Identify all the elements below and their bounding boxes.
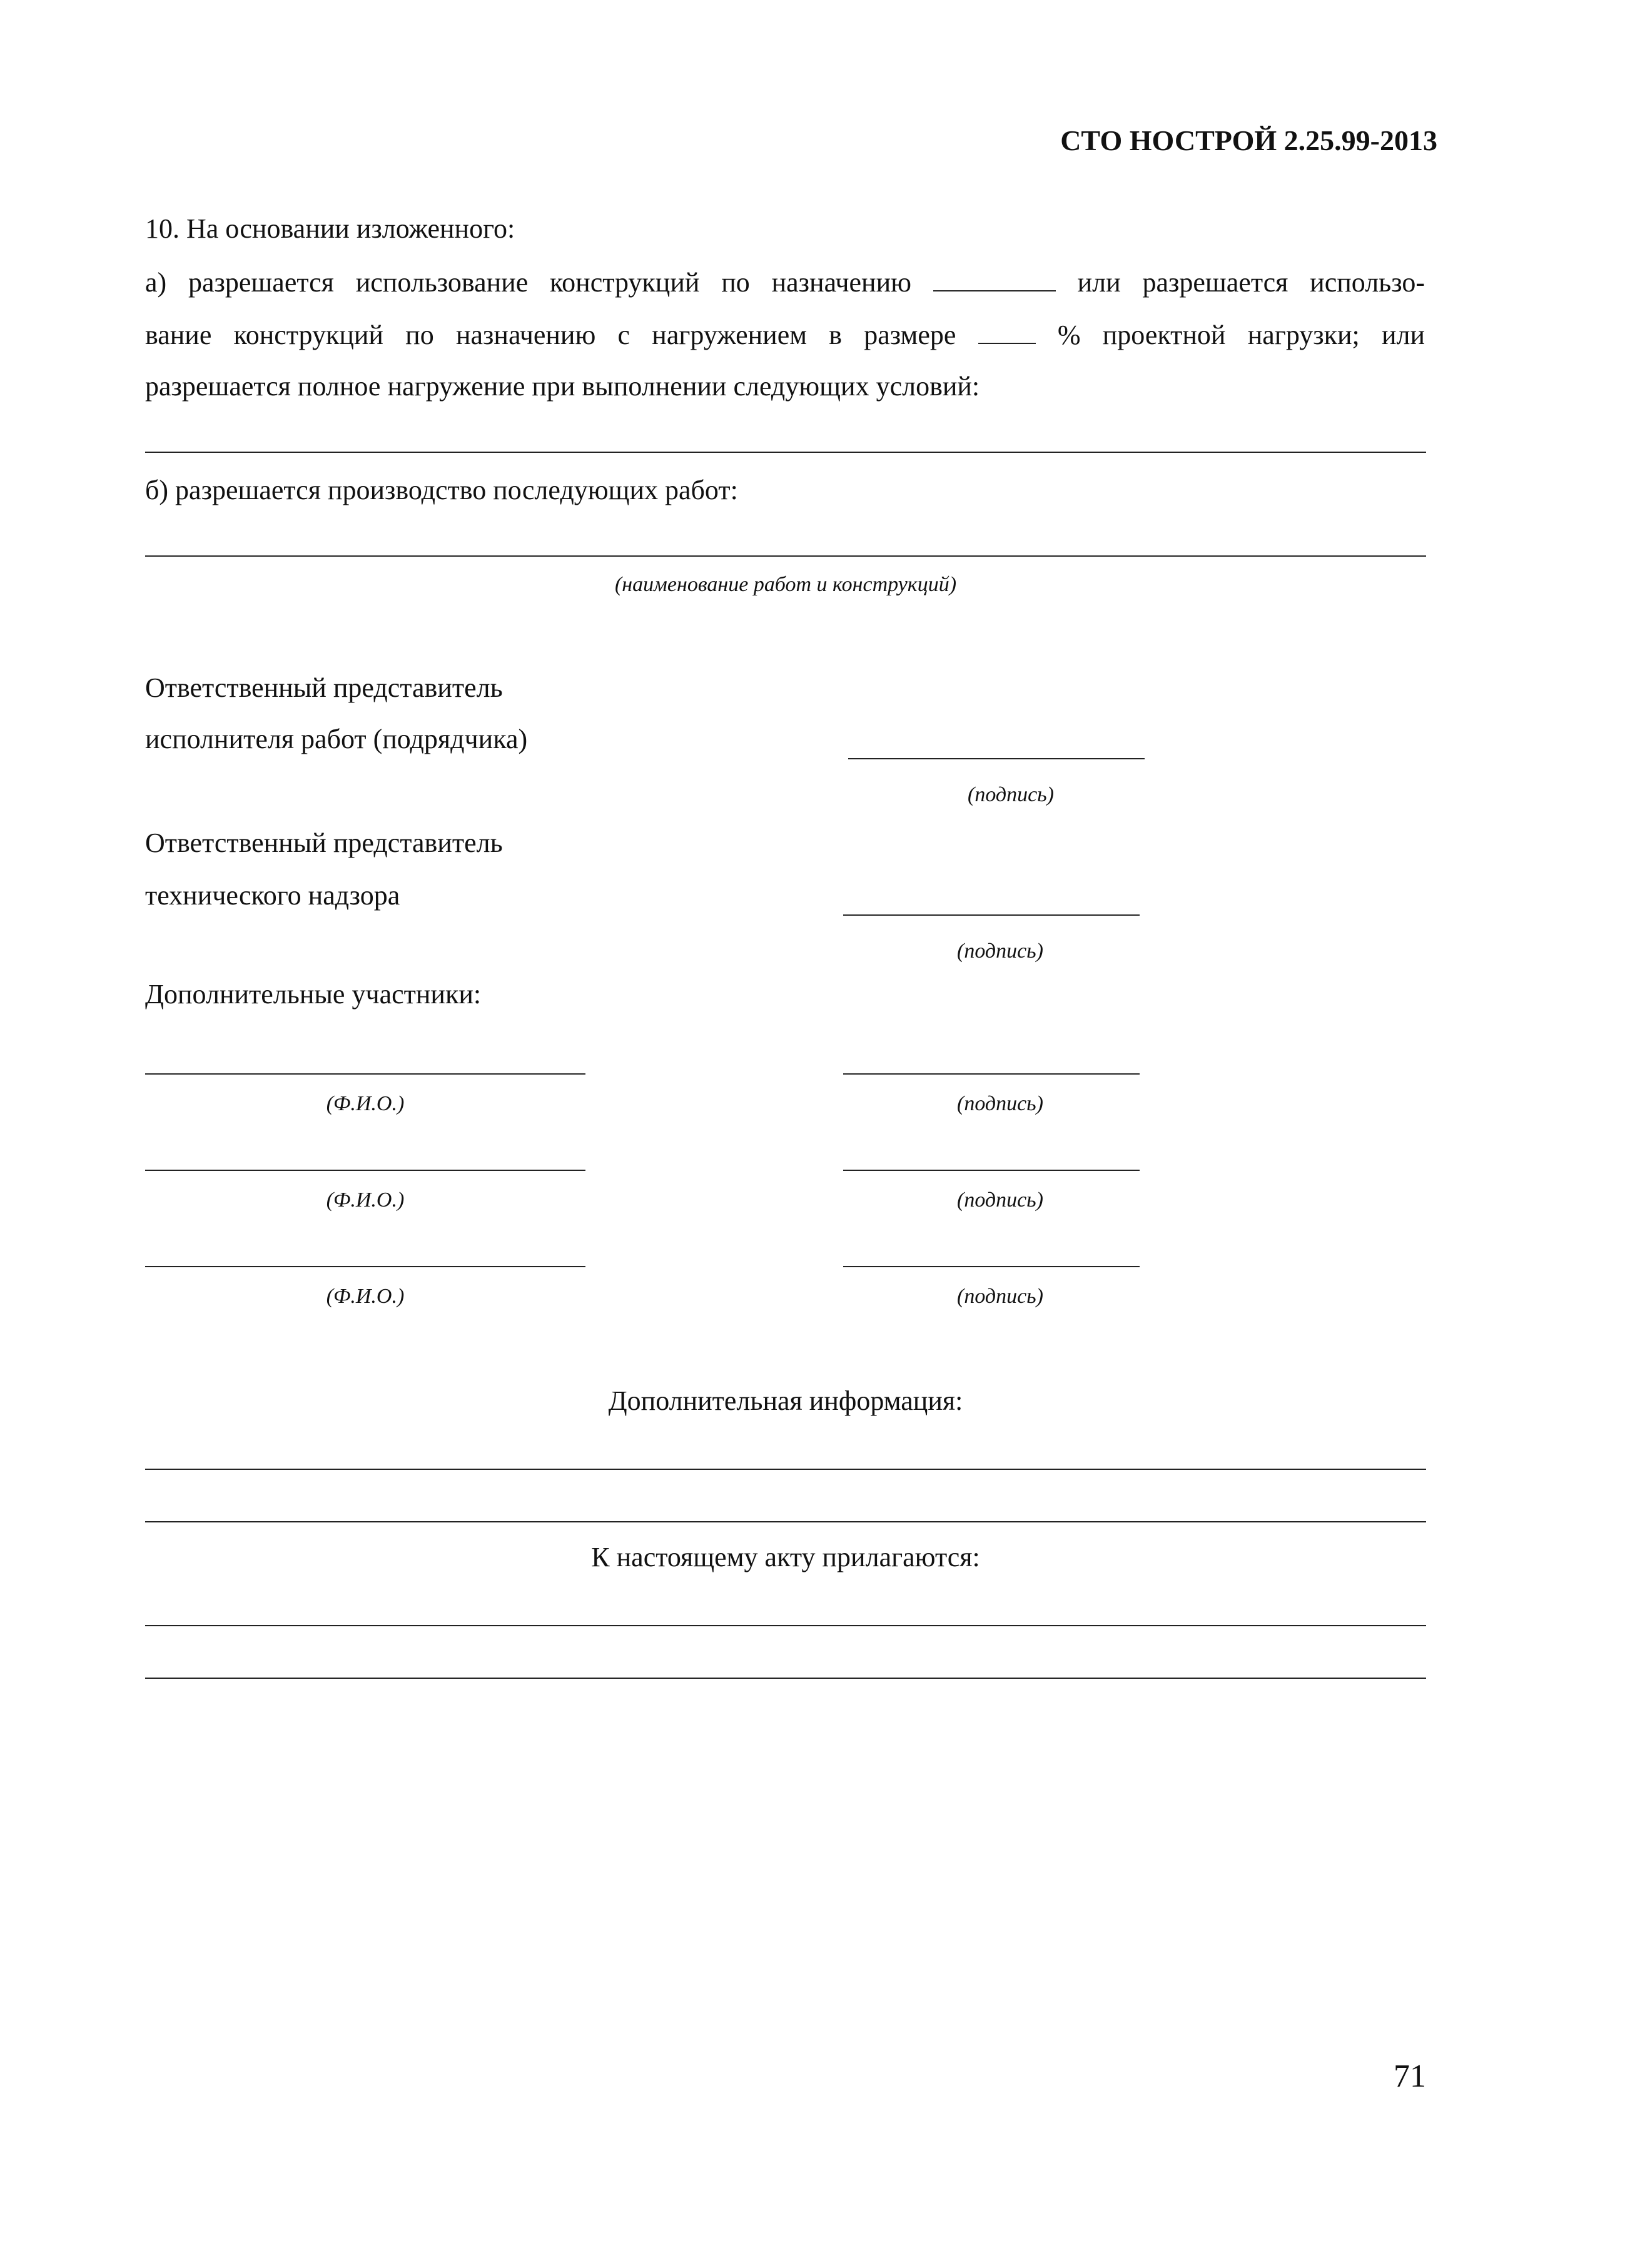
- contractor-signature-caption: (подпись): [968, 783, 1054, 806]
- additional-participants-label: Дополнительные участники:: [145, 979, 482, 1010]
- supervision-signature-caption: (подпись): [957, 939, 1043, 963]
- additional-info-line-1: [145, 1469, 1426, 1470]
- attachments-line-1: [145, 1625, 1426, 1626]
- additional-info-line-2: [145, 1521, 1426, 1522]
- contractor-label-line-2: исполнителя работ (подрядчика): [145, 724, 528, 754]
- page-number: 71: [1394, 2058, 1426, 2094]
- document-code: СТО НОСТРОЙ 2.25.99-2013: [1060, 124, 1437, 156]
- participant-3-name-caption: (Ф.И.О.): [326, 1285, 405, 1308]
- supervision-label-line-2: технического надзора: [145, 880, 400, 911]
- works-caption: (наименование работ и конструкций): [614, 573, 957, 596]
- participant-2-signature-line: [843, 1170, 1140, 1171]
- supervision-label-line-1: Ответственный представитель: [145, 828, 503, 858]
- works-line: [145, 555, 1426, 557]
- participant-1-name-line: [145, 1073, 585, 1075]
- participant-3-signature-caption: (подпись): [957, 1285, 1043, 1308]
- participant-3-signature-line: [843, 1266, 1140, 1267]
- participant-2-name-caption: (Ф.И.О.): [326, 1188, 405, 1212]
- additional-info-label: Дополнительная информация:: [608, 1385, 963, 1416]
- attachments-line-2: [145, 1678, 1426, 1679]
- clause-b-line: б) разрешается производство последующих работ:: [145, 475, 738, 505]
- participant-3-name-line: [145, 1266, 585, 1267]
- participant-1-name-caption: (Ф.И.О.): [326, 1092, 405, 1115]
- conditions-line: [145, 452, 1426, 453]
- participant-2-name-line: [145, 1170, 585, 1171]
- section-intro: 10. На основании изложенного:: [145, 213, 515, 244]
- clause-a-line-2: [145, 320, 1425, 349]
- clause-a-line-2-cont: % проектной нагрузки; или: [1057, 320, 1425, 350]
- participant-2-signature-caption: (подпись): [957, 1188, 1043, 1212]
- clause-a-line-3: разрешается полное нагружение при выполнении следующих условий:: [145, 371, 980, 402]
- clause-a-line-1-text: а) разрешается использование конструкций по назначению: [145, 267, 911, 298]
- clause-a-line-1: [145, 268, 1425, 296]
- participant-1-signature-caption: (подпись): [957, 1092, 1043, 1115]
- participant-1-signature-line: [843, 1073, 1140, 1075]
- contractor-label-line-1: Ответственный представитель: [145, 672, 503, 703]
- contractor-signature-line: [848, 758, 1145, 759]
- clause-a-line-2-text: вание конструкций по назначению с нагружением в размере: [145, 320, 956, 350]
- attachments-label: К настоящему акту прилагаются:: [591, 1542, 980, 1572]
- load-percent-blank: [978, 320, 1036, 344]
- purpose-blank: [933, 268, 1056, 291]
- supervision-signature-line: [843, 914, 1140, 916]
- clause-a-line-1-cont: или разрешается использо-: [1077, 267, 1425, 298]
